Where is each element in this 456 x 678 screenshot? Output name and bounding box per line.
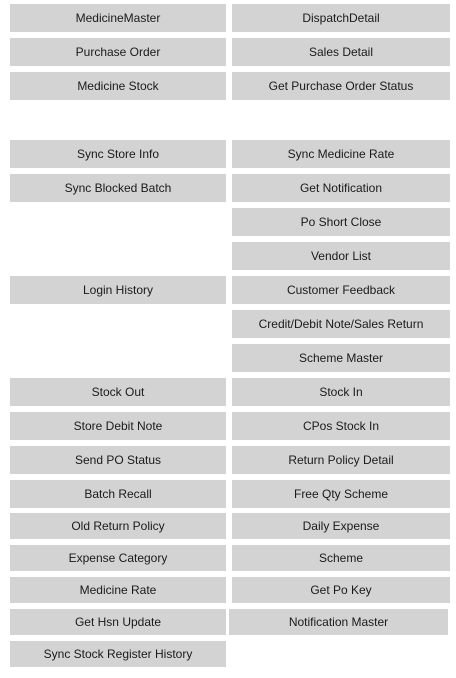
medicine-master-button[interactable] xyxy=(10,4,226,32)
dispatch-detail-label: DispatchDetail xyxy=(302,11,380,25)
batch-recall-button[interactable] xyxy=(10,480,226,508)
stock-out-label: Stock Out xyxy=(91,385,145,399)
return-policy-detail-label: Return Policy Detail xyxy=(288,453,394,467)
old-return-policy-button[interactable] xyxy=(10,513,226,539)
medicine-stock-label: Medicine Stock xyxy=(77,79,159,93)
expense-category-button[interactable] xyxy=(10,545,226,571)
stock-in-button[interactable] xyxy=(232,378,450,406)
customer-feedback-button[interactable] xyxy=(232,276,450,304)
get-purchase-order-status-label: Get Purchase Order Status xyxy=(268,79,414,93)
medicine-rate-label: Medicine Rate xyxy=(79,583,157,597)
scheme-label: Scheme xyxy=(318,551,364,565)
scheme-master-button[interactable] xyxy=(232,344,450,372)
cpos-stock-in-button[interactable] xyxy=(232,412,450,440)
login-history-button[interactable] xyxy=(10,276,226,304)
get-po-key-button[interactable] xyxy=(232,577,450,603)
get-notification-button[interactable] xyxy=(232,174,450,202)
notification-master-button[interactable] xyxy=(229,609,448,635)
scheme-button[interactable] xyxy=(232,545,450,571)
batch-recall-label: Batch Recall xyxy=(84,487,152,501)
login-history-label: Login History xyxy=(82,283,154,297)
sync-blocked-batch-label: Sync Blocked Batch xyxy=(64,181,172,195)
vendor-list-button[interactable] xyxy=(232,242,450,270)
get-notification-label: Get Notification xyxy=(299,181,383,195)
stock-out-button[interactable] xyxy=(10,378,226,406)
return-policy-detail-button[interactable] xyxy=(232,446,450,474)
store-debit-note-button[interactable] xyxy=(10,412,226,440)
medicine-rate-button[interactable] xyxy=(10,577,226,603)
sales-detail-button[interactable] xyxy=(232,38,450,66)
credit-debit-note-sales-return-label: Credit/Debit Note/Sales Return xyxy=(258,317,424,331)
purchase-order-button[interactable] xyxy=(10,38,226,66)
purchase-order-label: Purchase Order xyxy=(75,45,161,59)
get-hsn-update-button[interactable] xyxy=(10,609,226,635)
sync-store-info-button[interactable] xyxy=(10,140,226,168)
daily-expense-button[interactable] xyxy=(232,513,450,539)
medicine-stock-button[interactable] xyxy=(10,72,226,100)
po-short-close-button[interactable] xyxy=(232,208,450,236)
credit-debit-note-sales-return-button[interactable] xyxy=(232,310,450,338)
notification-master-label: Notification Master xyxy=(288,615,389,629)
send-po-status-button[interactable] xyxy=(10,446,226,474)
dispatch-detail-button[interactable] xyxy=(232,4,450,32)
po-short-close-label: Po Short Close xyxy=(300,215,382,229)
sync-medicine-rate-label: Sync Medicine Rate xyxy=(287,147,395,161)
sync-blocked-batch-button[interactable] xyxy=(10,174,226,202)
old-return-policy-label: Old Return Policy xyxy=(71,519,165,533)
expense-category-label: Expense Category xyxy=(68,551,168,565)
customer-feedback-label: Customer Feedback xyxy=(286,283,396,297)
free-qty-scheme-button[interactable] xyxy=(232,480,450,508)
get-po-key-label: Get Po Key xyxy=(310,583,372,597)
sync-stock-register-history-button[interactable] xyxy=(10,641,226,667)
get-hsn-update-label: Get Hsn Update xyxy=(74,615,162,629)
cpos-stock-in-label: CPos Stock In xyxy=(302,419,380,433)
send-po-status-label: Send PO Status xyxy=(74,453,162,467)
store-debit-note-label: Store Debit Note xyxy=(73,419,163,433)
daily-expense-label: Daily Expense xyxy=(302,519,380,533)
scheme-master-label: Scheme Master xyxy=(298,351,384,365)
sales-detail-label: Sales Detail xyxy=(308,45,374,59)
stock-in-label: Stock In xyxy=(319,385,363,399)
sync-medicine-rate-button[interactable] xyxy=(232,140,450,168)
medicine-master-label: MedicineMaster xyxy=(75,11,161,25)
get-purchase-order-status-button[interactable] xyxy=(232,72,450,100)
vendor-list-label: Vendor List xyxy=(310,249,372,263)
sync-store-info-label: Sync Store Info xyxy=(76,147,160,161)
free-qty-scheme-label: Free Qty Scheme xyxy=(293,487,389,501)
sync-stock-register-history-label: Sync Stock Register History xyxy=(43,647,193,661)
